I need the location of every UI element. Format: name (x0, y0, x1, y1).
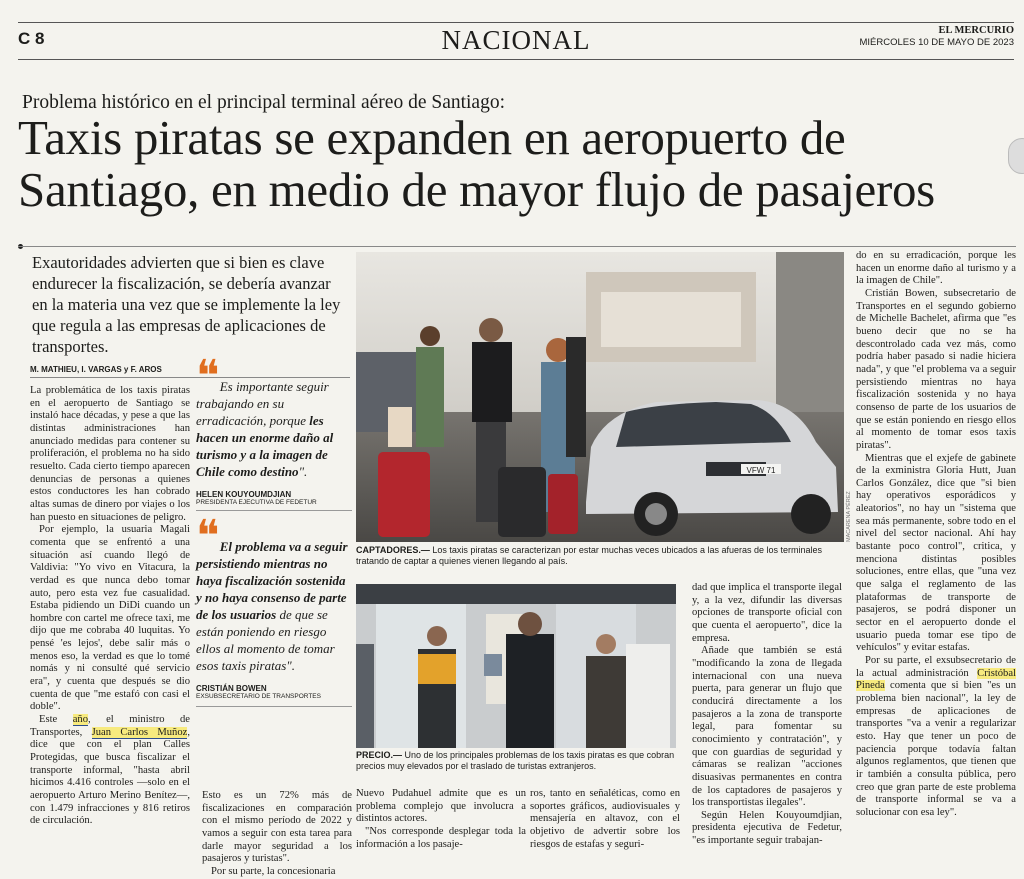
kicker: Problema histórico en el principal terminal aéreo de Santiago: (22, 92, 506, 113)
quote-author: HELEN KOUYOUMDJIAN (196, 490, 292, 499)
paragraph: Cristián Bowen, subsecretario de Transportes en el segundo gobierno de Michelle Bachelet, afirma que "es bueno decir que no se ha descontrolado cada vez más, como podría haber pasado si nadie hiciera nada", y que "el problema va a seguir persistiendo mientras no haya fiscalización sostenida y no haya consenso de parte de los usuarios de que se están poniendo en riesgo ellos al momento de tomar esos taxis piratas". (856, 287, 1016, 451)
issue-date: MIÉRCOLES 10 DE MAYO DE 2023 (859, 37, 1014, 48)
photo-terminal-arrivals (356, 584, 676, 748)
article-column-5 (692, 582, 842, 848)
article-column-6 (856, 250, 1016, 820)
page-edge-handle[interactable] (1008, 138, 1024, 174)
quote-mark-icon: ❝ (196, 511, 220, 562)
section-title: NACIONAL (441, 25, 591, 55)
paragraph: Por ejemplo, la usuaria Magali comenta que se enfrentó a una situación así cuando llegó de Valdivia: "Yo vivo en Vitacura, la verdad es que nunca debo tomar auto, pero esta vez fue casualidad. Estaba pidiendo un DiDi cuando un hombre con cartel me ofrece taxi, me dijo que me cobraba 40 luquitas. Yo pensé 'es lejos', debe salir más o menos eso, la verdad es que lo tomé nomás y ni consulté qué servicio era", y cuenta que después se dio cuenta de que "me estafó con casi el doble". (30, 524, 190, 713)
newspaper-name: EL MERCURIO (938, 25, 1014, 36)
deck-summary: Exautoridades advierten que si bien es clave endurecer la fiscalización, se debería avanzar en la materia una vez que se implemente la ley que regula a las empresas de aplicaciones de transportes. (32, 253, 341, 356)
paragraph: Por su parte, la concesionaria (211, 865, 336, 877)
quote-author: CRISTIÁN BOWEN (196, 684, 267, 693)
quote-mark-icon: ❝ (196, 351, 220, 402)
highlighted-name: Cristóbal Pineda (856, 667, 1016, 692)
page-header (18, 22, 1014, 60)
paragraph: Nuevo Pudahuel admite que es un problema complejo que involucra a distintos actores. (356, 788, 526, 825)
article-column-4 (530, 788, 680, 851)
byline: M. MATHIEU, I. VARGAS y F. AROS (30, 365, 350, 378)
headline-line-2: Santiago, en medio de mayor flujo de pasajeros (18, 162, 935, 217)
paragraph: do en su erradicación, porque les hacen un enorme daño al turismo y a la imagen de Chile". (856, 250, 1016, 287)
paragraph: Esto es un 72% más de fiscalizaciones en comparación con el mismo período de 2022 y vamos a seguir con esta tarea para darle mayor seguridad a los pasajeros y turistas". (202, 790, 352, 865)
top-rule (18, 246, 1016, 247)
highlighted-name: Juan Carlos Muñoz (91, 726, 188, 738)
photo-caption-2: PRECIO.— Uno de los principales problemas de los taxis piratas es que cobran precios muy elevados por el traslado de turistas extranjeros. (356, 750, 675, 771)
headline (18, 112, 1018, 216)
license-plate: VFW 71 (746, 466, 776, 475)
paragraph: dad que implica el transporte ilegal y, a la vez, difundir las diversas opciones de transporte oficial con que cuenta el aeropuerto", dice la empresa. (692, 582, 842, 644)
paragraph: Añade que también se está "modificando la zona de llegada internacional con una nueva puerta, para generar un flujo que conducirá directamente a los pasajeros a la zona de transporte legal, para fomentar su conocimiento y contratación", y que con guardias de seguridad y cámaras se realizan "acciones disuasivas permanentes en contra de los captadores de pasajeros y los transportistas ilegales". (692, 645, 842, 809)
photo-terminal-arrivals-image (356, 584, 676, 748)
article-column-1 (30, 385, 190, 828)
paragraph: Este año, el ministro de Transportes, Juan Carlos Muñoz, dice que con el plan Calles Protegidas, que busca fiscalizar el transporte informal, "hasta abril hicimos 4.416 controles —solo en el aeropuerto Arturo Merino Benítez—, con 1.479 infracciones y 816 retiros de circulación. (30, 714, 190, 827)
quote-author-role: PRESIDENTA EJECUTIVA DE FEDETUR (196, 499, 317, 506)
paragraph: "Nos corresponde desplegar toda la información a los pasaje- (356, 825, 526, 850)
paragraph: ros, tanto en señaléticas, como en soportes gráficos, audiovisuales y mensajería en altavoz, con el objetivo de advertir sobre los riesgos de estafas y seguri- (530, 788, 680, 850)
headline-line-1: Taxis piratas se expanden en aeropuerto de (18, 110, 846, 165)
paragraph: Mientras que el exjefe de gabinete de la exministra Gloria Hutt, Juan Carlos González, dice que "si bien hay operativos esporádicos y aleatorios", no hay un "sistema que sea más permanente, sobre todo en el nivel del sector nacional. Ahí hay bastante poco control", critica, y menciona distintas posibles soluciones, entre ellas, que "una vez que salga el reglamento de las plataformas de transporte de pasajeros, se podrá disponer un sector en el aeropuerto donde el usuario pueda tomar ese tipo de vehículos" y evitar estafas. (856, 452, 1016, 654)
page-number: C 8 (18, 29, 45, 48)
photo-caption-1: CAPTADORES.— Los taxis piratas se caracterizan por estar muchas veces ubicados a las afueras de los terminales tratando de captar a quienes vienen llegando al país. (356, 545, 823, 566)
quote-author-role: EXSUBSECRETARIO DE TRANSPORTES (196, 693, 321, 700)
pull-quote-1: ❝Es importante seguir trabajando en su erradicación, porque les hacen un enorme daño al turismo y a la imagen de Chile como destino". HELEN KOUYOUMDJIAN PRESIDENTA EJECUTIVA DE FEDETUR (196, 362, 352, 511)
highlighted-word: año (72, 714, 88, 726)
photo-credit: MACARENA PÉREZ (846, 491, 852, 542)
photo-taxi-curb-image (356, 252, 844, 542)
paragraph: Según Helen Kouyoumdjian, presidenta ejecutiva de Fedetur, "es importante seguir trabajan- (692, 809, 842, 847)
paragraph: Por su parte, el exsubsecretario de la actual administración Cristóbal Pineda comenta que si bien "es un problema bien nacional", la ley de empresas de aplicaciones de transportes "va a venir a regularizar esto. Hay que tener un poco de paciencia porque todavía faltan algunos reglamentos, que tienen que ir también a consulta pública, pero creo que gran parte de este problema de transporte informal se va a solucionar con esa ley". (856, 655, 1016, 818)
divider (196, 706, 352, 707)
photo-taxi-curb (356, 252, 844, 542)
pull-quote-2: ❝El problema va a seguir persistiendo mientras no haya fiscalización sostenida y no haya consenso de parte de los usuarios de que se están poniendo en riesgo ellos al momento de tomar esos taxis piratas". CRISTIÁN BOWEN EXSUBSECRETARIO DE TRANSPORTES (196, 522, 352, 707)
paragraph: La problemática de los taxis piratas en el aeropuerto de Santiago se instaló hace décadas, y pese a que las distintas administraciones han anunciado medidas para contener su proliferación, el problema no ha sido resuelto. Cada cierto tiempo aparecen denuncias de personas a quienes estos conductores les han cobrado altas sumas de dinero por viajes o los han puesto en situaciones de peligro. (30, 385, 190, 523)
article-column-2 (202, 790, 352, 879)
article-column-3 (356, 788, 526, 851)
masthead (859, 25, 1014, 49)
